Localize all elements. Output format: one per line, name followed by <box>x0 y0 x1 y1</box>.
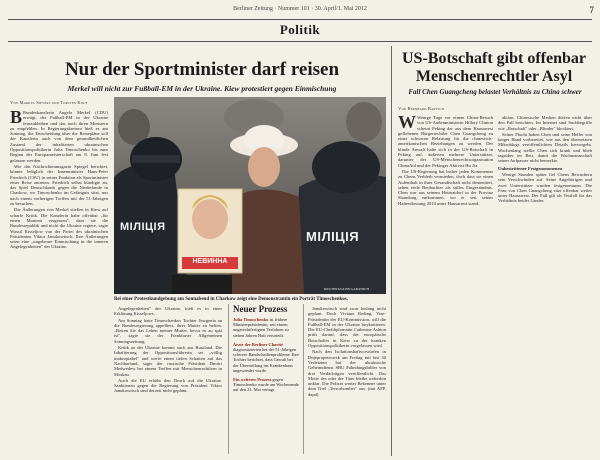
left-col3-para-2: Nach den Isolationshaftvorwürfen in Dnjepropetrowsk am Freitag mit fast 30 Verletzten hat der ukrainische Geheimdienst SBU Fahndungsbilder von drei Verdächtigen veröffentlicht. Das Motiv des oder der Täter bleibe weiterhin unklar. Die Polizei wertet Bekenner unter dem Titel „Terrorbomber" aus. (mit AFP, dapd) <box>308 349 386 397</box>
top-rule <box>8 19 592 20</box>
section-rule <box>8 41 592 42</box>
left-col1-para-1: Bundeskanzlerin Angela Merkel (CDU) erwägt, der Fußball-EM in der Ukraine fernzubleiben und das noch ihren Ministern zu empfehlen. In Regierungskreisen hieß es am Sonntag, die Entscheidung über die Reisepläne soll der Kanzlerin auch von dem gesundheitlichen Zustand der inhaftierten ukrainischen Oppositionspolitikerin Julia Timoschenko bis zum Beginn der Europameisterschaft am 8. Juni fest gelassen werden. <box>10 110 108 163</box>
info-box-item <box>233 317 299 338</box>
info-item-lead: Ein weiterer Prozess <box>233 377 272 383</box>
right-col1-para-2: Die US-Regierung hat bisher jeden Kommentar zu Chens Verbleib vermieden, doch dass sie einen Aufenthalt in ihrer Gesandtschaft nicht dementiert, sehen viele Beobachter als stilles Eingeständnis. Chen war aus seinem Heimatdorf in der Provinz Shandong entkommen, wo er seit seiner Haftentlassung 2010 unter Hausarrest stand. <box>398 168 493 206</box>
right-col2-para-3: Wenige Stunden später fiel Chens Bewachern sein Verschwinden auf. Seine Angehörigen und zwei Unterstützer wurden festgenommen. Die Frau von Chen Guangcheng sitzt offenbar weiter unter Hausarrest. Der Fall gilt als Testfall für das Verhältnis beider Länder. <box>498 171 592 204</box>
left-col3-para-1: Janukowitsch sind zwar bislang nicht geplant. Doch Viviane Reding, Vize-Präsidentin der EU-Kommission, will die Fußball-EM in der Ukraine boykottieren. Die EU-Chefdiplomatin Catherine Ashton prüft darauf, dass der europäische Botschafter in Kiew zu der kranken Oppositionspolitikerin vorgelassen wird. <box>308 306 386 349</box>
right-column-1 <box>398 115 493 456</box>
right-headline: US-Botschaft gibt offenbar Menschenrechtler Asyl <box>402 50 586 85</box>
info-box-item <box>233 342 299 373</box>
right-column-2 <box>498 115 592 456</box>
poster-text: НЕВИННА <box>192 258 228 265</box>
info-item-text: ist frühere Ministerpräsidentin, seit einem ungerechtfertigten Verfahren zu sieben Jahren Haft verurteilt. <box>233 317 289 338</box>
right-col1-para-1: Wenige Tage vor einem China-Besuch von US-Außenministerin Hillary Clinton scheint Peking der aus dem Hausarrest geflohenen Bürgerrechtler Chen Guangcheng zu einer schweren Belastung für die chinesisch-amerikanischen Beziehungen zu werden. Der blinde Anwalt halte sich in der US-Botschaft in Peking auf, äußerten mehrere Unterstützer, darunter der US-Menschenrechtsorganisation ChinaAid und der Pekinger Aktivist Hu Jia. <box>398 115 493 168</box>
column-divider <box>391 46 392 456</box>
info-item-text: gegen Timoschenko wurde am Wochenende auf den 21. Mai vertagt. <box>233 377 299 393</box>
news-photo <box>114 97 386 294</box>
info-item-lead: Julia Timoschenko <box>233 317 269 322</box>
right-subheadline: Fall Chen Guangcheng belastet Verhältnis zu China schwer <box>408 88 582 96</box>
left-col2-para-4: Auch die EU erhöht den Druck auf die Ukraine. Sanktionen gegen die Regierung von Präsident Viktor Janukowitsch sind derzeit nicht geplant. <box>114 377 222 394</box>
left-headline: Nur der Sportminister darf reisen <box>64 59 340 80</box>
right-col2-para-1: aktion. Chinesische Medien dürfen nicht über den Fall berichten. Im Internet sind Suchbegriffe wie „Botschaft" oder „Blinder" blockiert. <box>498 115 592 131</box>
drop-cap: B <box>10 110 23 127</box>
info-box <box>228 304 304 454</box>
left-column-2 <box>114 306 222 456</box>
helmet-label-left: МІЛІЦІЯ <box>120 221 166 233</box>
section-title: Politik <box>279 22 321 37</box>
left-byline: Von Markus Sievers und Torsten Knuf <box>10 100 88 105</box>
right-subhead: Unbestrittener Festgenommenen <box>498 165 563 171</box>
info-box-title: Neuer Prozess <box>233 304 288 314</box>
info-box-item <box>233 377 299 393</box>
left-col1-para-3: Die Äußerungen von Merkel stießen in Kiew auf scharfe Kritik. Die Kanzlerin habe offenbar „für einen Moment vergessen", dass sie die Bundesrepublik und nicht die Ukraine regiere, sagte Wassil Kisseljow von der Partei des ukrainischen Präsidenten Viktor Janukowitsch. Ihre Äußerungen seien eine „ungeheure Einmischung in die inneren Angelegenheiten" der Ukraine. <box>10 207 108 250</box>
right-col2-para-2: Seiner Flucht haben Chen und seine Helfer von langer Hand vorbereitet, wie aus den übersetzten Mikroblogs veröffentlichten Details hervorgeht. Wochenlang stellte Chen sich krank und blieb tagsüber im Bett, damit die Wachmannschaft seiner Aufpasser nicht bemerkte. <box>498 131 592 164</box>
masthead-text: Berliner Zeitung · Nummer 101 · 30. April/1. Mai 2012 <box>233 6 367 12</box>
helmet-label-right: МІЛІЦІЯ <box>306 229 360 244</box>
left-col2-para-1: Angelegenheiten" der Ukraine, hieß es in einer Erklärung Kisseljows. <box>114 306 222 317</box>
photo-illustration <box>114 97 386 294</box>
photo-credit: REUTERS/GLEB GARANICH <box>324 287 370 291</box>
page-number: 7 <box>589 5 594 15</box>
photo-caption: Bei einer Protestkundgebung am Sonnabend in Charkow zeigt eine Demonstrantin ein Porträt Timoschenkos. <box>114 297 348 302</box>
drop-cap: W <box>398 115 416 132</box>
info-item-text: diagnostizierten bei der 51-Jährigen schwere Bandscheibenprobleme. Ihre Tochter berichtet, dass Gewalt bei der Überstellung ins Krankenhaus angewendet wurde. <box>233 347 299 373</box>
masthead <box>6 6 594 18</box>
info-item-lead: Ärzte der Berliner Charité <box>233 341 283 347</box>
left-subheadline: Merkel will nicht zur Fußball-EM in der Ukraine. Kiew protestiert gegen Einmischung <box>67 84 337 93</box>
left-col2-para-2: Am Sonntag hatte Timoschenkos Tochter Jewgenia an die Bundesregierung appelliert, ihrer Mutter zu helfen. „Retten Sie das Leben meiner Mutter, bevor es zu spät ist", sagte sie der Frankfurter Allgemeinen Sonntagszeitung. <box>114 317 222 344</box>
left-column-3 <box>308 306 386 456</box>
right-byline: Von Bernhard Bartsch <box>398 106 444 111</box>
left-column-1 <box>10 110 108 456</box>
left-col1-para-2: Wie das Nachrichtenmagazin Spiegel berichtet, könnte lediglich der Innenminister Hans-Peter Friedrich (CSU) in seiner Funktion als Sportminister einer Reise antreten. Friedrich selbst kündigte an, das Spiel Deutschlands gegen die Niederlande in Charkow, wo Timoschenko im Gefängnis sitzt, nur nach einem vorherigen Treffen mit der 51-Jährigen zu besuchen. <box>10 163 108 207</box>
left-col2-para-3: Kritik an der Ukraine kommt auch aus Russland. Die Inhaftierung der Oppositionsführerin sei „völlig inakzeptabel" und werfe einen tiefen Schatten auf das Nachbarland, sagte der russische Präsident Dmitri Medwedew bei einem Treffen mit Menschenrechtlern in Moskau. <box>114 345 222 377</box>
